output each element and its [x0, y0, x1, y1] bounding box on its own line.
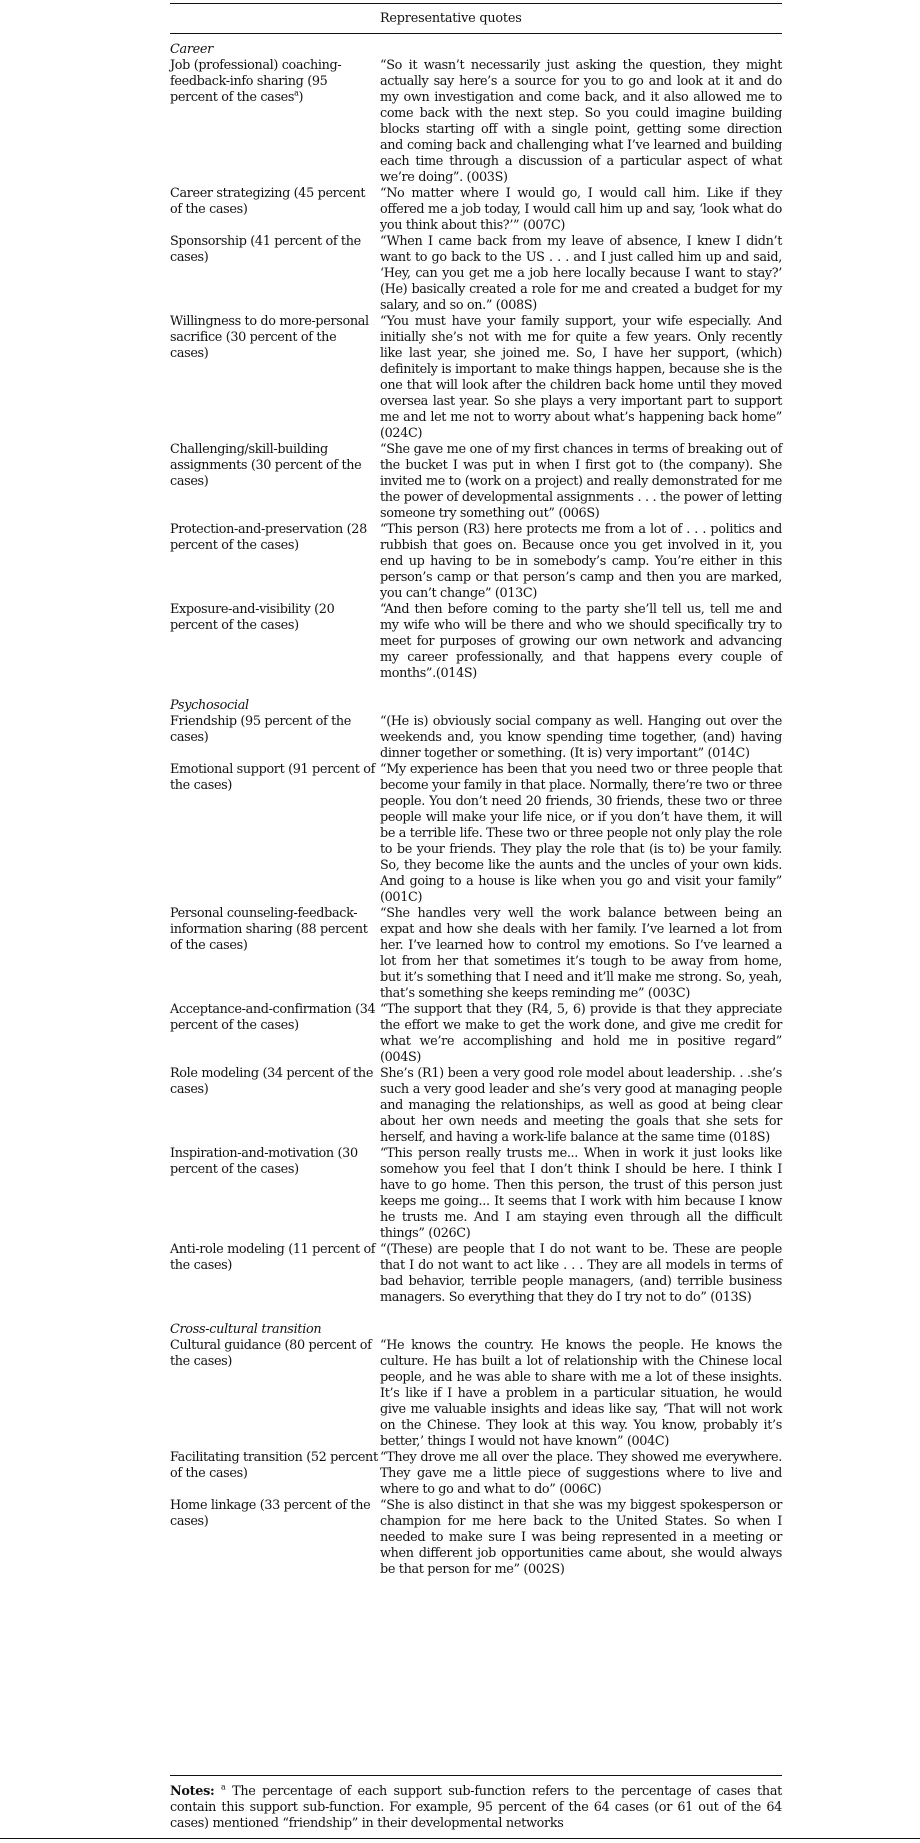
row-label: Inspiration-and-motivation (30 percent of the cases) [170, 1146, 358, 1177]
row-label: Home linkage (33 percent of the cases) [170, 1498, 371, 1529]
table-body [170, 42, 782, 1578]
column-header: Representative quotes [380, 11, 522, 26]
row-label: Job (professional) coaching-feedback-info sharing (95 percent of the cases$^a$) [170, 58, 342, 105]
notes-label: Notes: [170, 1784, 215, 1799]
row-label: Acceptance-and-confirmation (34 percent of the cases) [170, 1002, 376, 1033]
row-quote: She’s (R1) been a very good role model about leadership. . .she’s such a very good leader and she’s very good at managing people and managing the relationships, as well as good at being clear about her own needs and meeting the goals that she sets for herself, and having a work-life balance at the same time (018S) [380, 1066, 782, 1145]
page-bottom-rule [0, 1838, 920, 1839]
table-row [170, 1066, 782, 1146]
table-notes [170, 1784, 782, 1832]
row-quote: “So it wasn’t necessarily just asking the question, they might actually say here’s a source for you to go and look at it and do my own investigation and come back, and it also allowed me to come back with the next step. So you could imagine building blocks starting off with a single point, getting some direction and coming back and challenging what I’ve learned and building each time through a discussion of a particular aspect of what we’re doing”. (003S) [380, 58, 782, 185]
row-quote: “She handles very well the work balance between being an expat and how she deals with her family. I’ve learned a lot from her. I’ve learned how to control my emotions. So I’ve learned a lot from her that sometimes it’s tough to be away from home, but it’s something that I need and it’ll make me strong. So, yeah, that’s something she keeps reminding me” (003C) [380, 906, 782, 1001]
table-row [170, 1498, 782, 1578]
row-label: Exposure-and-visibility (20 percent of the cases) [170, 602, 335, 633]
header-rule [170, 33, 782, 34]
table-row [170, 522, 782, 602]
row-label: Career strategizing (45 percent of the cases) [170, 186, 366, 217]
row-label: Facilitating transition (52 percent of the cases) [170, 1450, 378, 1481]
table-row [170, 58, 782, 186]
table-row [170, 762, 782, 906]
row-label: Protection-and-preservation (28 percent of the cases) [170, 522, 367, 553]
row-quote: “No matter where I would go, I would call him. Like if they offered me a job today, I would call him up and say, ‘look what do you think about this?’” (007C) [380, 186, 782, 233]
row-quote: “She gave me one of my first chances in terms of breaking out of the bucket I was put in when I first got to (the company). She invited me to (work on a project) and really demonstrated for me the power of developmental assignments . . . the power of letting someone try something out” (006S) [380, 442, 782, 521]
section-psychosocial [170, 698, 782, 1306]
row-quote: “When I came back from my leave of absence, I knew I didn’t want to go back to the US . . . and I just called him up and said, ‘Hey, can you get me a job here locally because I want to stay?’ (He) basically created a role for me and created a budget for my salary, and so on.” (008S) [380, 234, 782, 313]
row-quote: “This person really trusts me... When in work it just looks like somehow you feel that I don’t think I should be here. I think I have to go home. Then this person, the trust of this person just keeps me going... It seems that I work with him because I know he trusts me. And I am staying even through all the difficult things” (026C) [380, 1146, 782, 1241]
row-quote: “The support that they (R4, 5, 6) provide is that they appreciate the effort we make to get the work done, and give me credit for what we’re accomplishing and hold me in positive regard” (004S) [380, 1002, 782, 1065]
table-bottom-rule [170, 1775, 782, 1776]
row-label: Sponsorship (41 percent of the cases) [170, 234, 361, 265]
section-title: Psychosocial [170, 698, 249, 713]
table-row [170, 1146, 782, 1242]
row-label: Personal counseling-feedback-information sharing (88 percent of the cases) [170, 906, 368, 953]
table-row [170, 442, 782, 522]
row-label: Challenging/skill-building assignments (30 percent of the cases) [170, 442, 362, 489]
section-cross-cultural [170, 1322, 782, 1578]
row-quote: “You must have your family support, your wife especially. And initially she’s not with me for quite a few years. Only recently like last year, she joined me. So, I have her support, (which) definitely is important to make things happen, because she is the one that will look after the children back home until they moved oversea last year. So she plays a very important part to support me and let me not to worry about what’s happening back home” (024C) [380, 314, 782, 441]
row-quote: “My experience has been that you need two or three people that become your family in that place. Normally, there’re two or three people. You don’t need 20 friends, 30 friends, these two or three people will make your life nice, or if you don’t have them, it will be a terrible life. These two or three people not only play the role to be your friends. They play the role that (is to) be your family. So, they become like the aunts and the uncles of your own kids. And going to a house is like when you go and visit your family” (001C) [380, 762, 782, 905]
row-quote: “He knows the country. He knows the people. He knows the culture. He has built a lot of relationship with the Chinese local people, and he was able to share with me a lot of these insights. It’s like if I have a problem in a particular situation, he would give me valuable insights and ideas like say, ‘That will not work on the Chinese. They look at this way. You know, probably it’s better,’ things I would not have known” (004C) [380, 1338, 782, 1449]
section-gap [170, 1306, 782, 1322]
table-row [170, 906, 782, 1002]
table-row [170, 234, 782, 314]
row-label: Friendship (95 percent of the cases) [170, 714, 351, 745]
table-row [170, 314, 782, 442]
row-label: Cultural guidance (80 percent of the cases) [170, 1338, 372, 1369]
section-title: Career [170, 42, 214, 57]
section-gap [170, 682, 782, 698]
table-row [170, 714, 782, 762]
notes-text: The percentage of each support sub-function refers to the percentage of cases that contain this support sub-function. For example, 95 percent of the 64 cases (or 61 out of the 64 cases) mentioned “friendship” in their developmental networks [170, 1784, 782, 1831]
table-row [170, 602, 782, 682]
section-career [170, 42, 782, 682]
table-row [170, 186, 782, 234]
row-quote: “She is also distinct in that she was my biggest spokesperson or champion for me here back to the United States. So when I needed to make sure I was being represented in a meeting or when different job opportunities came about, she would always be that person for me” (002S) [380, 1498, 782, 1577]
table-row [170, 1002, 782, 1066]
row-label: Role modeling (34 percent of the cases) [170, 1066, 374, 1097]
table-top-rule [170, 3, 782, 4]
row-quote: “(These) are people that I do not want to be. These are people that I do not want to act like . . . They are all models in terms of bad behavior, terrible people managers, (and) terrible business managers. So everything that they do I try not to do” (013S) [380, 1242, 782, 1305]
footnote-marker: a [221, 1782, 226, 1792]
row-quote: “And then before coming to the party she’ll tell us, tell me and my wife who will be there and who we should specifically try to meet for purposes of growing our own network and advancing my career professionally, and that happens every couple of months”.(014S) [380, 602, 782, 681]
table-row [170, 1338, 782, 1450]
section-title: Cross-cultural transition [170, 1322, 322, 1337]
row-label: Willingness to do more-personal sacrifice (30 percent of the cases) [170, 314, 369, 361]
row-quote: “(He is) obviously social company as well. Hanging out over the weekends and, you know spending time together, (and) having dinner together or something. (It is) very important” (014C) [380, 714, 782, 761]
row-quote: “This person (R3) here protects me from a lot of . . . politics and rubbish that goes on. Because once you get involved in it, you end up having to be in somebody’s camp. You’re either in this person’s camp or that person’s camp and then you are marked, you can’t change” (013C) [380, 522, 782, 601]
footnote-marker: a [294, 88, 299, 98]
table-row [170, 1450, 782, 1498]
row-quote: “They drove me all over the place. They showed me everywhere. They gave me a little piece of suggestions where to live and where to go and what to do” (006C) [380, 1450, 782, 1497]
row-label: Anti-role modeling (11 percent of the cases) [170, 1242, 376, 1273]
row-label: Emotional support (91 percent of the cases) [170, 762, 376, 793]
table-row [170, 1242, 782, 1306]
